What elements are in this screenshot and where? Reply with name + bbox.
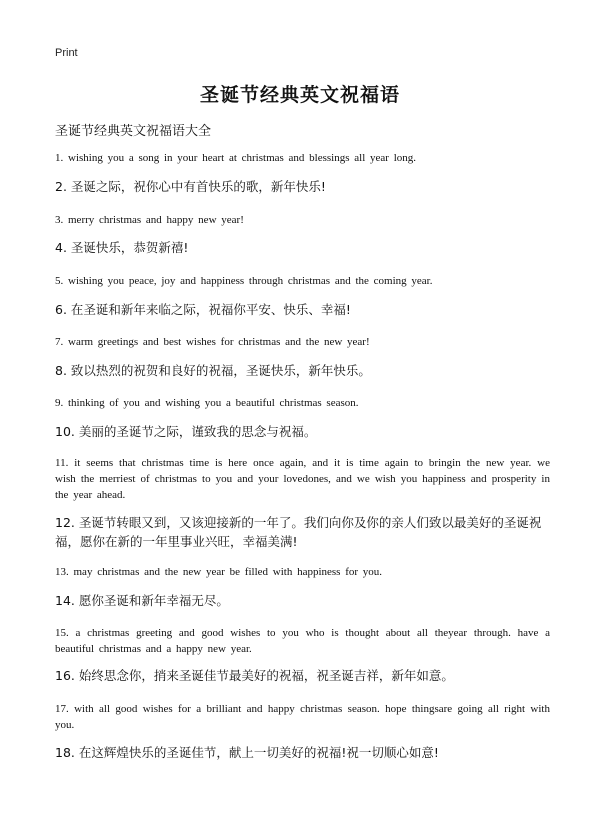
- entry-12: 12. 圣诞节转眼又到，又该迎接新的一年了。我们向你及你的亲人们致以最美好的圣诞祝福，愿你在新的一年里事业兴旺，幸福美满!: [55, 515, 542, 549]
- entry-9: 9. thinking of you and wishing you a beautiful christmas season.: [55, 397, 359, 409]
- entry-7: 7. warm greetings and best wishes for christmas and the new year!: [55, 336, 370, 348]
- entry-14: 14. 愿你圣诞和新年幸福无尽。: [55, 593, 229, 608]
- entry-16: 16. 始终思念你，捎来圣诞佳节最美好的祝福，祝圣诞吉祥，新年如意。: [55, 668, 454, 683]
- entry-1: 1. wishing you a song in your heart at christmas and blessings all year long.: [55, 152, 416, 164]
- print-link[interactable]: Print: [55, 47, 78, 59]
- entry-8: 8. 致以热烈的祝贺和良好的祝福，圣诞快乐，新年快乐。: [55, 363, 371, 378]
- entry-5: 5. wishing you peace, joy and happiness through christmas and the coming year.: [55, 275, 433, 287]
- document-title: 圣诞节经典英文祝福语: [199, 84, 400, 106]
- entry-6: 6. 在圣诞和新年来临之际，祝福你平安、快乐、幸福!: [55, 302, 351, 317]
- entry-18: 18. 在这辉煌快乐的圣诞佳节，献上一切美好的祝福!祝一切顺心如意!: [55, 745, 439, 760]
- entry-10: 10. 美丽的圣诞节之际，谨致我的思念与祝福。: [55, 424, 317, 439]
- entry-13: 13. may christmas and the new year be filled with happiness for you.: [55, 566, 383, 578]
- entry-4: 4. 圣诞快乐，恭贺新禧!: [55, 240, 189, 255]
- entry-3: 3. merry christmas and happy new year!: [55, 214, 244, 226]
- entry-17: 17. with all good wishes for a brilliant and happy christmas season. hope thingsare going all right with you.: [55, 703, 550, 731]
- entry-11: 11. it seems that christmas time is here once again, and it is time again to bringin the new year. we wish the merriest of christmas to you and your lovedones, and we wish you happiness and prosperity in the year ahead.: [55, 457, 550, 501]
- entry-15: 15. a christmas greeting and good wishes to you who is thought about all theyear through. have a beautiful christmas and a happy new year.: [55, 627, 550, 655]
- document-subtitle: 圣诞节经典英文祝福语大全: [55, 124, 212, 139]
- entry-2: 2. 圣诞之际，祝你心中有首快乐的歌，新年快乐!: [55, 179, 326, 194]
